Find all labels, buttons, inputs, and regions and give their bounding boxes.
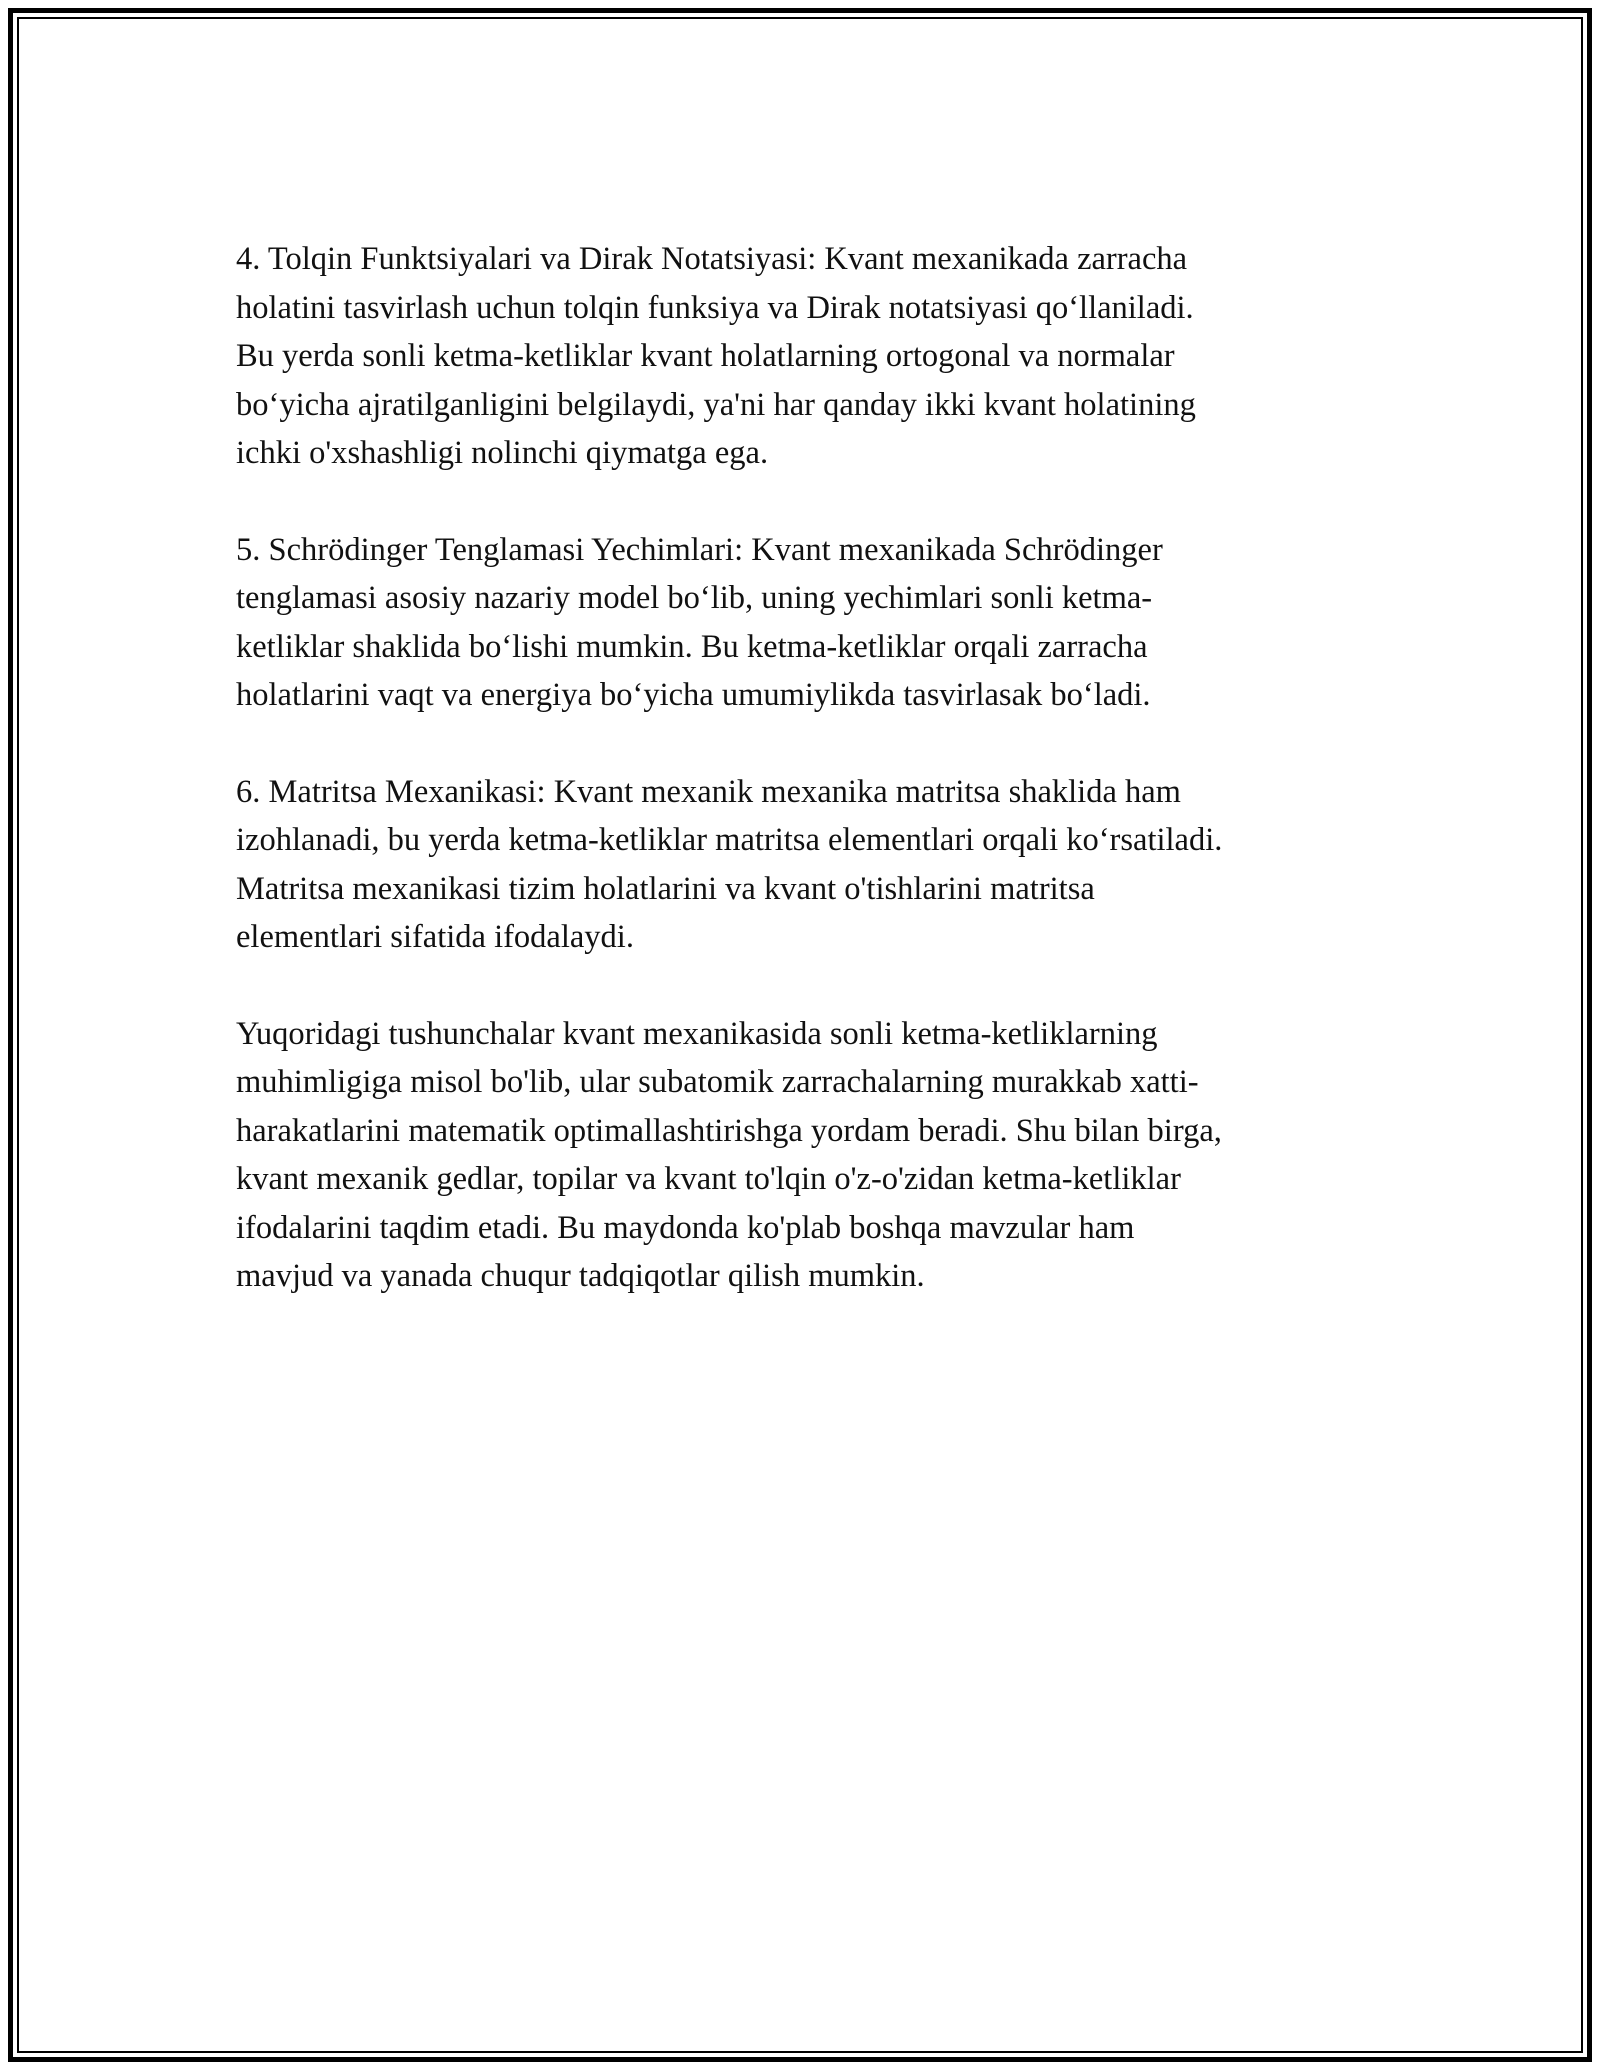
text-line: ichki o'xshashligi nolinchi qiymatga ega.: [236, 435, 769, 471]
text-line: 4. Tolqin Funktsiyalari va Dirak Notatsiyasi: Kvant mexanikada zarracha: [236, 241, 1188, 277]
text-line: 5. Schrödinger Tenglamasi Yechimlari: Kvant mexanikada Schrödinger: [236, 531, 1163, 568]
text-line: tenglamasi asosiy nazariy model bo‘lib, uning yechimlari sonli ketma-: [236, 580, 1153, 616]
text-line: Bu yerda sonli ketma-ketliklar kvant holatlarning ortogonal va normalar: [236, 338, 1175, 374]
text-line: bo‘yicha ajratilganligini belgilaydi, ya'ni har qanday ikki kvant holatining: [236, 386, 1196, 423]
text-line: muhimligiga misol bo'lib, ular subatomik zarrachalarning murakkab xatti-: [236, 1064, 1199, 1100]
text-line: elementlari sifatida ifodalaydi.: [236, 919, 634, 955]
paragraph-wave-functions: [236, 235, 1366, 478]
text-line: harakatlarini matematik optimallashtirishga yordam beradi. Shu bilan birga,: [236, 1112, 1222, 1149]
text-line: Yuqoridagi tushunchalar kvant mexanikasida sonli ketma-ketliklarning: [236, 1015, 1158, 1052]
text-line: ketliklar shaklida bo‘lishi mumkin. Bu ketma-ketliklar orqali zarracha: [236, 628, 1148, 665]
document-body: [236, 235, 1366, 1349]
paragraph-matrix-mechanics: [236, 768, 1366, 962]
text-line: mavjud va yanada chuqur tadqiqotlar qilish mumkin.: [236, 1258, 925, 1294]
text-line: kvant mexanik gedlar, topilar va kvant to'lqin o'z-o'zidan ketma-ketliklar: [236, 1161, 1181, 1197]
paragraph-conclusion: [236, 1010, 1366, 1301]
paragraph-schrodinger: [236, 526, 1366, 720]
text-line: 6. Matritsa Mexanikasi: Kvant mexanik mexanika matritsa shaklida ham: [236, 773, 1181, 810]
text-line: Matritsa mexanikasi tizim holatlarini va kvant o'tishlarini matritsa: [236, 870, 1095, 907]
text-line: izohlanadi, bu yerda ketma-ketliklar matritsa elementlari orqali ko‘rsatiladi.: [236, 822, 1223, 858]
text-line: holatlarini vaqt va energiya bo‘yicha umumiylikda tasvirlasak bo‘ladi.: [236, 677, 1151, 713]
text-line: ifodalarini taqdim etadi. Bu maydonda ko'plab boshqa mavzular ham: [236, 1209, 1135, 1246]
text-line: holatini tasvirlash uchun tolqin funksiya va Dirak notatsiyasi qo‘llaniladi.: [236, 289, 1194, 326]
